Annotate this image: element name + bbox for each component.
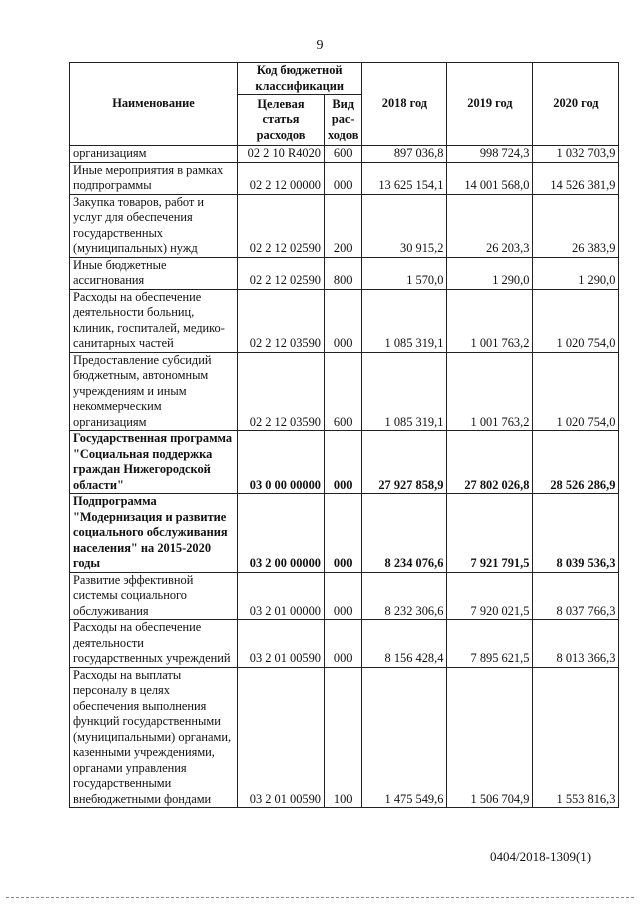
row-name: Иные бюджетные ассигнования [70, 257, 238, 289]
row-value-2019: 14 001 568,0 [447, 162, 533, 194]
row-target-article: 02 2 12 03590 [238, 289, 325, 352]
row-value-2020: 1 290,0 [533, 257, 619, 289]
page-bottom-rule [6, 897, 634, 898]
table-row [70, 352, 619, 431]
row-value-2018: 30 915,2 [362, 194, 447, 257]
table-row [70, 431, 619, 494]
row-expense-kind: 600 [325, 146, 362, 163]
row-expense-kind: 200 [325, 194, 362, 257]
row-value-2018: 13 625 154,1 [362, 162, 447, 194]
row-target-article: 03 2 01 00590 [238, 620, 325, 668]
row-value-2020: 1 020 754,0 [533, 352, 619, 431]
table-row [70, 494, 619, 573]
row-value-2020: 8 013 366,3 [533, 620, 619, 668]
row-target-article: 02 2 12 03590 [238, 352, 325, 431]
row-expense-kind: 600 [325, 352, 362, 431]
row-value-2020: 1 020 754,0 [533, 289, 619, 352]
row-value-2020: 28 526 286,9 [533, 431, 619, 494]
table-row [70, 194, 619, 257]
row-name: Расходы на обеспечение деятельности больниц, клиник, госпиталей, медико-санитарных частей [70, 289, 238, 352]
row-expense-kind: 000 [325, 620, 362, 668]
row-expense-kind: 000 [325, 572, 362, 620]
row-value-2018: 1 475 549,6 [362, 667, 447, 808]
row-value-2018: 1 570,0 [362, 257, 447, 289]
row-expense-kind: 100 [325, 667, 362, 808]
row-value-2020: 26 383,9 [533, 194, 619, 257]
header-name: Наименование [70, 63, 238, 146]
table-row [70, 146, 619, 163]
table-row [70, 162, 619, 194]
row-name: Государственная программа "Социальная поддержка граждан Нижегородской области" [70, 431, 238, 494]
row-target-article: 03 2 01 00000 [238, 572, 325, 620]
header-2018: 2018 год [362, 63, 447, 146]
table-body [70, 146, 619, 808]
row-target-article: 02 2 12 00000 [238, 162, 325, 194]
table-row [70, 667, 619, 808]
row-name: Закупка товаров, работ и услуг для обеспечения государственных (муниципальных) нужд [70, 194, 238, 257]
row-expense-kind: 000 [325, 289, 362, 352]
row-value-2020: 8 037 766,3 [533, 572, 619, 620]
row-target-article: 02 2 12 02590 [238, 257, 325, 289]
row-value-2020: 1 032 703,9 [533, 146, 619, 163]
row-value-2020: 8 039 536,3 [533, 494, 619, 573]
row-value-2018: 27 927 858,9 [362, 431, 447, 494]
header-target-article: Целевая статья расходов [238, 95, 325, 146]
row-value-2018: 1 085 319,1 [362, 352, 447, 431]
row-name: Иные мероприятия в рамках подпрограммы [70, 162, 238, 194]
row-value-2019: 7 895 621,5 [447, 620, 533, 668]
row-expense-kind: 000 [325, 162, 362, 194]
row-value-2020: 14 526 381,9 [533, 162, 619, 194]
row-name: Расходы на выплаты персоналу в целях обеспечения выполнения функций государственными (муниципальными) органами, казенными учреждениями, органами управления государственными внебюджетными фондами [70, 667, 238, 808]
row-target-article: 02 2 12 02590 [238, 194, 325, 257]
row-expense-kind: 000 [325, 494, 362, 573]
row-value-2019: 26 203,3 [447, 194, 533, 257]
table-row [70, 289, 619, 352]
header-code-group: Код бюджетной классификации [238, 63, 362, 95]
header-kind: Вид рас-ходов [325, 95, 362, 146]
row-value-2019: 998 724,3 [447, 146, 533, 163]
row-value-2018: 8 234 076,6 [362, 494, 447, 573]
row-expense-kind: 000 [325, 431, 362, 494]
row-expense-kind: 800 [325, 257, 362, 289]
row-value-2019: 7 921 791,5 [447, 494, 533, 573]
row-value-2019: 1 506 704,9 [447, 667, 533, 808]
budget-table [69, 62, 619, 808]
header-2019: 2019 год [447, 63, 533, 146]
table-row [70, 620, 619, 668]
row-value-2018: 897 036,8 [362, 146, 447, 163]
page-number: 9 [316, 38, 324, 53]
row-name: организациям [70, 146, 238, 163]
row-value-2019: 7 920 021,5 [447, 572, 533, 620]
document-code: 0404/2018-1309(1) [490, 849, 592, 864]
table-row [70, 572, 619, 620]
table-row [70, 257, 619, 289]
row-name: Подпрограмма "Модернизация и развитие социального обслуживания населения" на 2015-2020 годы [70, 494, 238, 573]
row-target-article: 03 0 00 00000 [238, 431, 325, 494]
row-value-2019: 27 802 026,8 [447, 431, 533, 494]
row-name: Расходы на обеспечение деятельности государственных учреждений [70, 620, 238, 668]
row-name: Предоставление субсидий бюджетным, автономным учреждениям и иным некоммерческим организациям [70, 352, 238, 431]
row-name: Развитие эффективной системы социального обслуживания [70, 572, 238, 620]
row-value-2018: 8 232 306,6 [362, 572, 447, 620]
table-header [70, 63, 619, 146]
row-target-article: 02 2 10 R4020 [238, 146, 325, 163]
row-value-2019: 1 001 763,2 [447, 352, 533, 431]
row-value-2019: 1 001 763,2 [447, 289, 533, 352]
row-value-2018: 1 085 319,1 [362, 289, 447, 352]
row-value-2018: 8 156 428,4 [362, 620, 447, 668]
row-value-2019: 1 290,0 [447, 257, 533, 289]
row-target-article: 03 2 00 00000 [238, 494, 325, 573]
header-2020: 2020 год [533, 63, 619, 146]
row-value-2020: 1 553 816,3 [533, 667, 619, 808]
row-target-article: 03 2 01 00590 [238, 667, 325, 808]
